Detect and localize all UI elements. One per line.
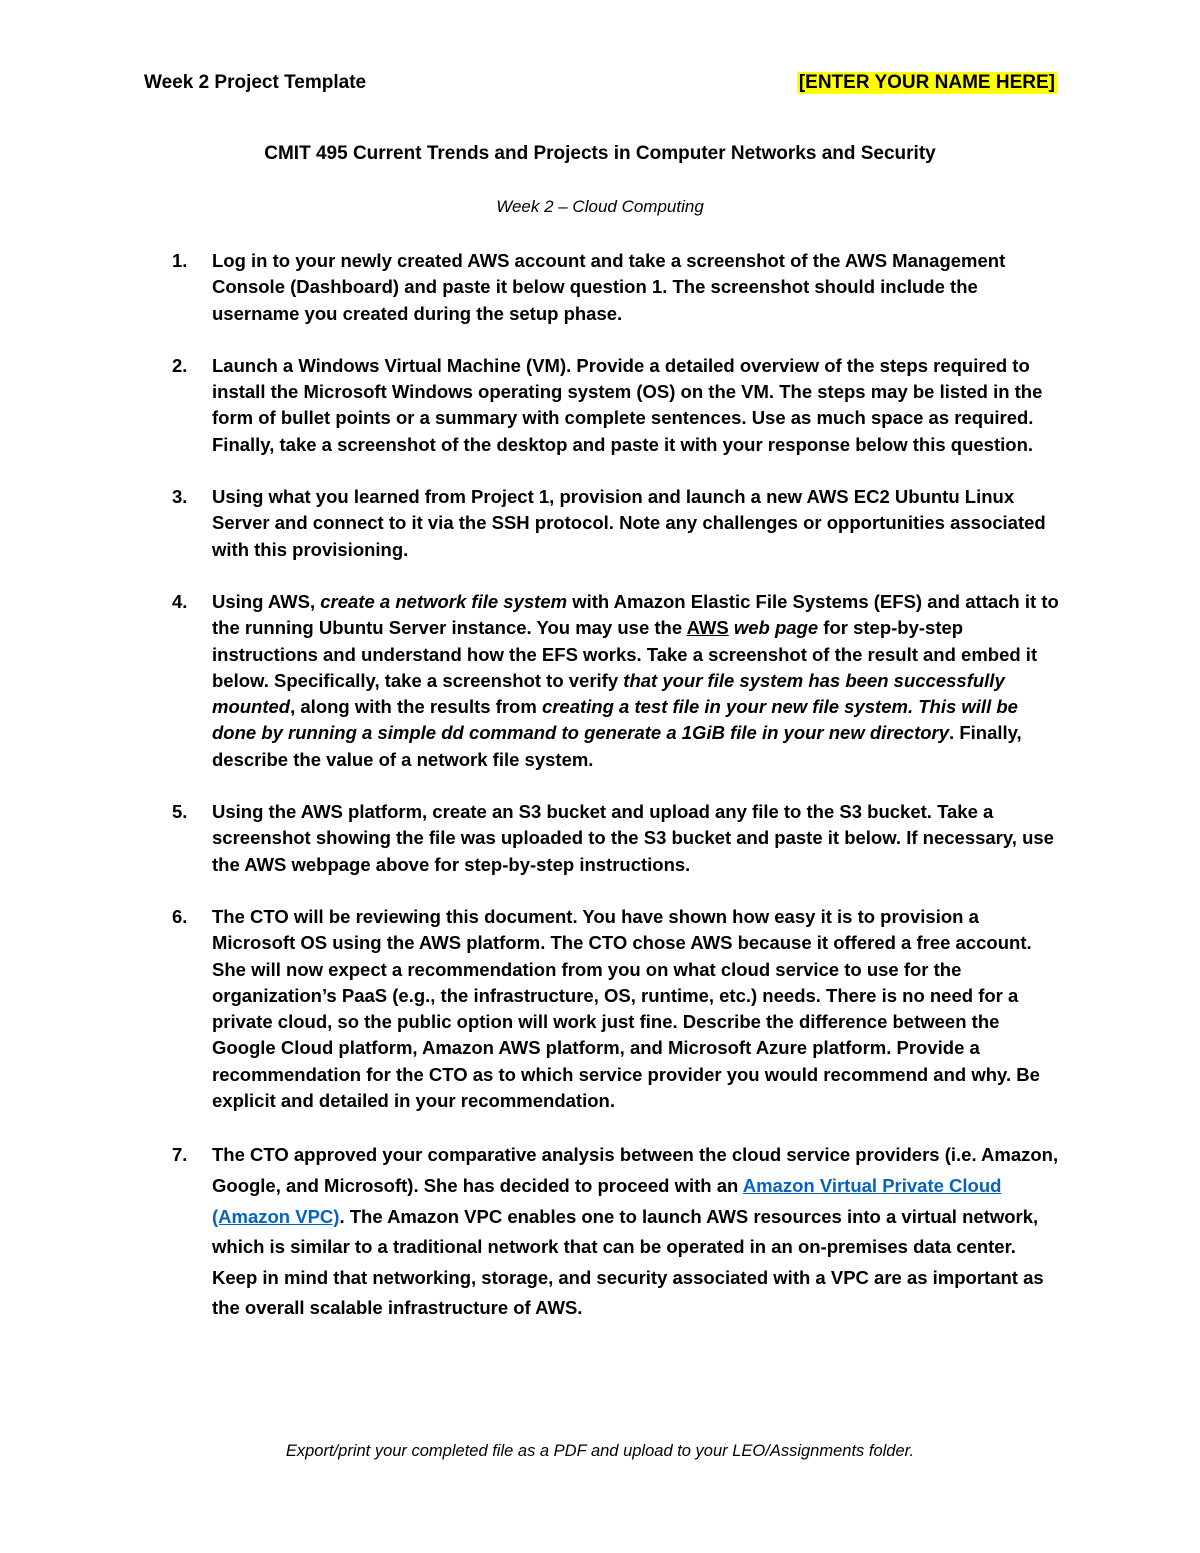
text-run: . Finally, describe the value of a network file system. bbox=[212, 722, 1022, 770]
text-run: , along with the results from bbox=[290, 696, 542, 718]
question-4 bbox=[172, 589, 1062, 773]
header-left-title: Week 2 Project Template bbox=[144, 72, 367, 93]
question-1 bbox=[172, 248, 1062, 327]
text-run: . The Amazon VPC enables one to launch AWS resources into a virtual network, which is similar to a traditional network that can be operated in an on-premises data center. Keep in mind that networking, storage, and security associated with a VPC are as important as the overall scalable infrastructure of AWS. bbox=[212, 1205, 1044, 1319]
question-6 bbox=[172, 904, 1062, 1114]
question-number: 3. bbox=[172, 486, 188, 508]
question-text: Log in to your newly created AWS account and take a screenshot of the AWS Management Console (Dashboard) and paste it below question 1. The screenshot should include the username you created during the setup phase. bbox=[212, 250, 1006, 324]
question-number: 5. bbox=[172, 801, 188, 823]
text-run-italic: create a network file system bbox=[320, 590, 568, 612]
aws-link[interactable]: AWS bbox=[686, 617, 729, 639]
document-title: CMIT 495 Current Trends and Projects in Computer Networks and Security bbox=[264, 143, 936, 164]
question-number: 7. bbox=[172, 1144, 188, 1166]
question-text: Using what you learned from Project 1, provision and launch a new AWS EC2 Ubuntu Linux Server and connect to it via the SSH protocol. Note any challenges or opportunities associated with this provisioning. bbox=[212, 486, 1046, 560]
text-run: with Amazon Elastic File Systems (EFS) and attach it to the running Ubuntu Server instance. You may use the bbox=[212, 590, 1059, 639]
question-text: Using the AWS platform, create an S3 bucket and upload any file to the S3 bucket. Take a screenshot showing the file was uploaded to the S3 bucket and paste it below. If necessary, use the AWS webpage above for step-by-step instructions. bbox=[212, 801, 1054, 875]
text-run-italic: creating a test file in your new file system. This will be done by running a simple dd command to generate a 1GiB file in your new directory bbox=[212, 696, 1018, 744]
question-text: Launch a Windows Virtual Machine (VM). Provide a detailed overview of the steps required to install the Microsoft Windows operating system (OS) on the VM. The steps may be listed in the form of bullet points or a summary with complete sentences. Use as much space as required. Finally, take a screenshot of the desktop and paste it with your response below this question. bbox=[212, 354, 1043, 455]
document-subtitle: Week 2 – Cloud Computing bbox=[496, 197, 704, 216]
text-run-italic: that your file system has been successfully mounted bbox=[212, 669, 1005, 718]
text-run: Using AWS, bbox=[212, 590, 321, 612]
question-2 bbox=[172, 353, 1062, 458]
amazon-vpc-link[interactable]: Amazon Virtual Private Cloud (Amazon VPC) bbox=[212, 1174, 1002, 1227]
text-run: The CTO approved your comparative analysis between the cloud service providers (i.e. Amazon, Google, and Microsoft). She has decided to proceed with an bbox=[212, 1144, 1059, 1196]
question-number: 4. bbox=[172, 590, 188, 612]
question-text bbox=[212, 1140, 1062, 1324]
question-number: 1. bbox=[172, 250, 188, 271]
footer-instruction: Export/print your completed file as a PDF and upload to your LEO/Assignments folder. bbox=[285, 1442, 915, 1460]
text-run: for step-by-step instructions and understand how the EFS works. Take a screenshot of the result and embed it below. Specifically, take a screenshot to verify bbox=[212, 617, 1038, 691]
question-text: The CTO will be reviewing this document. You have shown how easy it is to provision a Microsoft OS using the AWS platform. The CTO chose AWS because it offered a free account. She will now expect a recommendation from you on what cloud service to use for the organization’s PaaS (e.g., the infrastructure, OS, runtime, etc.) needs. There is no need for a private cloud, so the public option will work just fine. Describe the difference between the Google Cloud platform, Amazon AWS platform, and Microsoft Azure platform. Provide a recommendation for the CTO as to which service provider you would recommend and why. Be explicit and detailed in your recommendation. bbox=[212, 905, 1040, 1112]
question-list bbox=[172, 248, 1062, 1350]
question-3 bbox=[172, 484, 1062, 563]
question-5 bbox=[172, 799, 1062, 878]
text-run-italic: web page bbox=[728, 617, 819, 639]
question-text bbox=[212, 589, 1062, 773]
header-name-placeholder: [ENTER YOUR NAME HERE] bbox=[798, 72, 1055, 93]
question-number: 6. bbox=[172, 905, 188, 927]
question-number: 2. bbox=[172, 354, 188, 376]
question-7 bbox=[172, 1140, 1062, 1324]
